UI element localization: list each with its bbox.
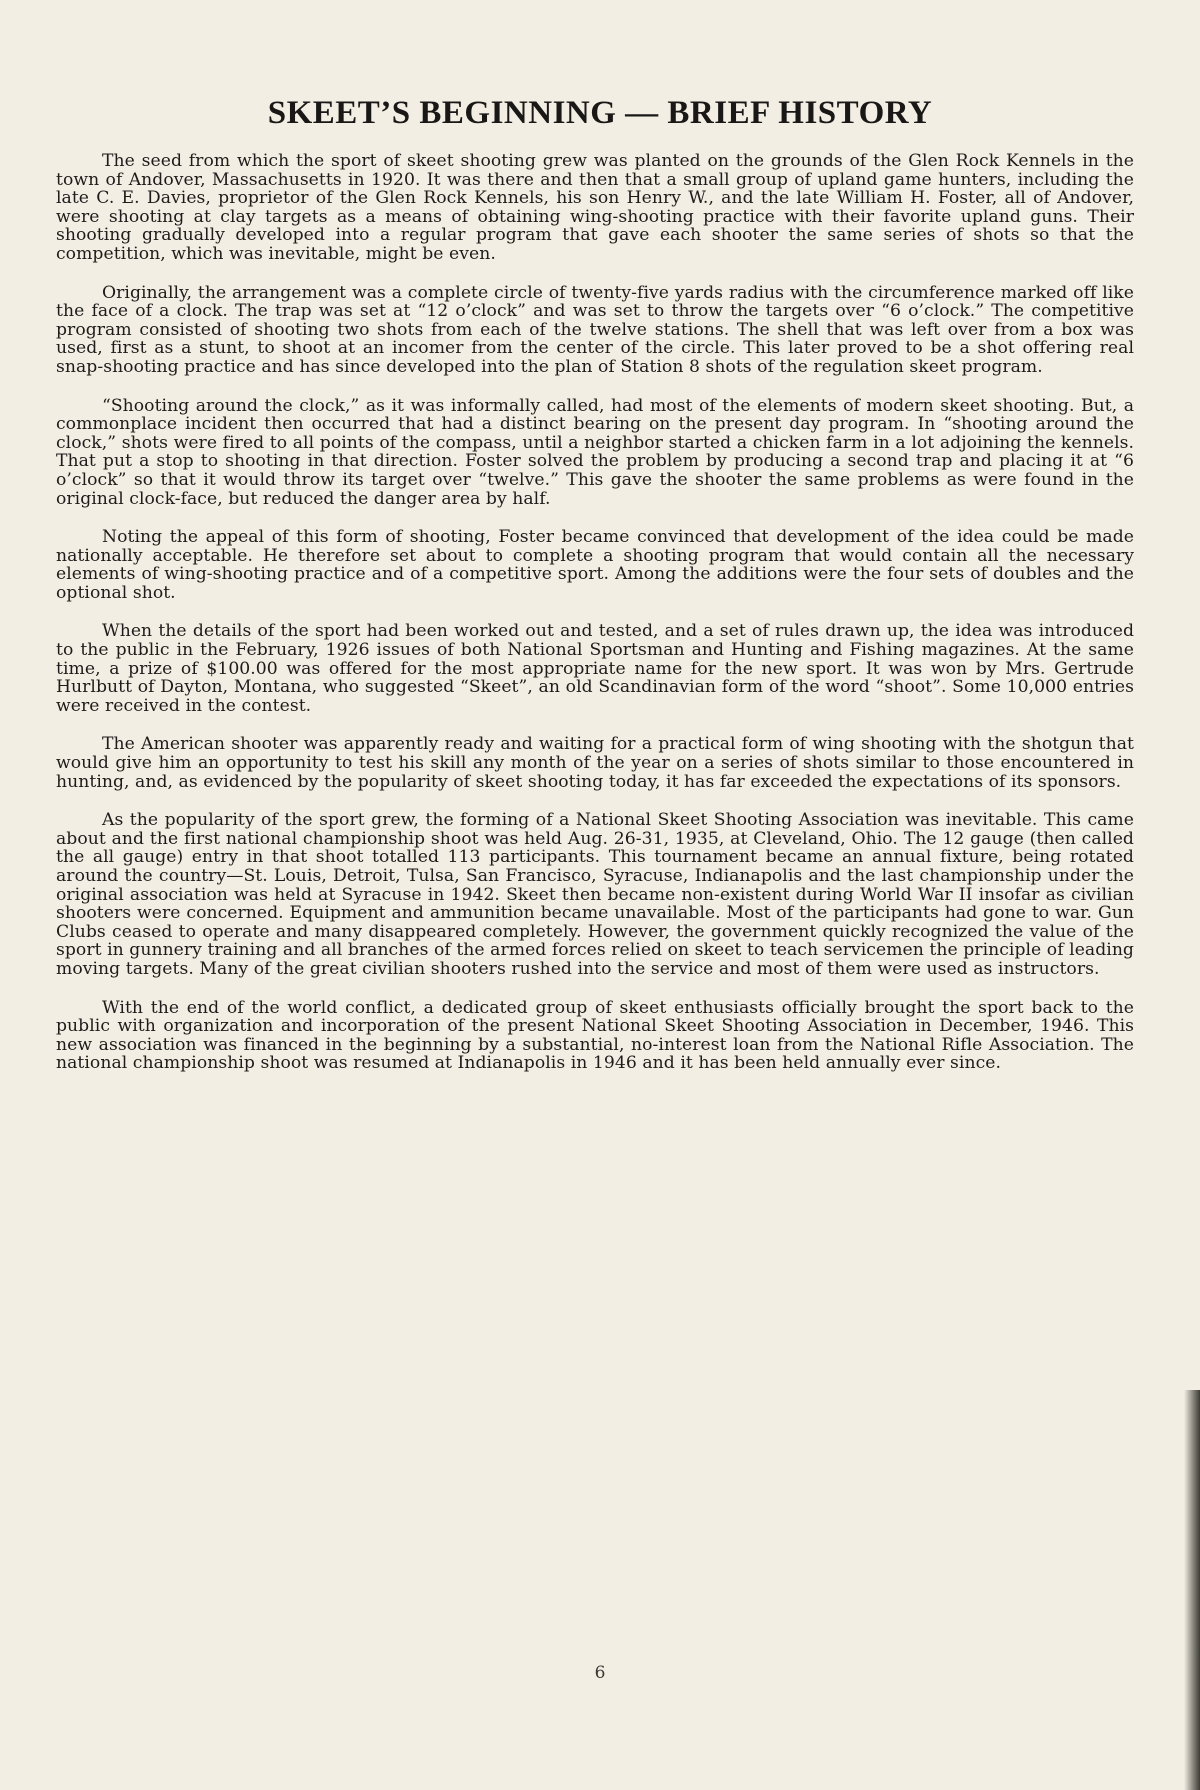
paragraph-origins: The seed from which the sport of skeet shooting grew was planted on the grounds of the Glen Rock Kennels in the town of Andover, Massachusetts in 1920. It was there and then that a small group of upland game hunters, including the late C. E. Davies, proprietor of the Glen Rock Kennels, his son Henry W., and the late William H. Foster, all of Andover, were shooting at clay targets as a means of obtaining wing-shooting practice with their favorite upland guns. Their shooting gradually developed into a regular program that gave each shooter the same series of shots so that the competition, which was inevitable, might be even. — [56, 151, 1134, 264]
page-number: 6 — [594, 1663, 606, 1683]
paragraph-post-war: With the end of the world conflict, a dedicated group of skeet enthusiasts officially brought the sport back to the public with organization and incorporation of the present National Skeet Shooting Association in December, 1946. This new association was financed in the beginning by a substantial, no-interest loan from the National Rifle Association. The national championship shoot was resumed at Indianapolis in 1946 and it has been held annually ever since. — [56, 997, 1134, 1074]
paragraph-clock-arrangement: Originally, the arrangement was a complete circle of twenty-five yards radius with the circumference marked off like the face of a clock. The trap was set at “12 o’clock” and was set to throw the targets over “6 o’clock.” The competitive program consisted of shooting two shots from each of the twelve stations. The shell that was left over from a box was used, first as a stunt, to shoot at an incomer from the center of the circle. This later proved to be a shot offering real snap-shooting practice and has since developed into the plan of Station 8 shots of the regulation skeet program. — [56, 282, 1134, 377]
paragraph-shooting-around-the-clock: “Shooting around the clock,” as it was informally called, had most of the elements of modern skeet shooting. But, a commonplace incident then occurred that had a distinct bearing on the present day program. In “shooting around the clock,” shots were fired to all points of the compass, until a neighbor started a chicken farm in a lot adjoining the kennels. That put a stop to shooting in that direction. Foster solved the problem by producing a second trap and placing it at “6 o’clock” so that it would throw its target over “twelve.” This gave the shooter the same problems as were found in the original clock-face, but reduced the danger area by half. — [56, 395, 1134, 509]
article-body — [56, 152, 1134, 1093]
book-binding-shadow — [1184, 1390, 1200, 1790]
paragraph-national-association: As the popularity of the sport grew, the forming of a National Skeet Shooting Association was inevitable. This came about and the first national championship shoot was held Aug. 26-31, 1935, at Cleveland, Ohio. The 12 gauge (then called the all gauge) entry in that shoot totalled 113 participants. This tournament became an annual fixture, being rotated around the country—St. Louis, Detroit, Tulsa, San Francisco, Syracuse, Indianapolis and the last championship under the original association was held at Syracuse in 1942. Skeet then became non-existent during World War II insofar as civilian shooters were concerned. Equipment and ammunition became unavailable. Most of the participants had gone to war. Gun Clubs ceased to operate and many disappeared completely. However, the government quickly recognized the value of the sport in gunnery training and all branches of the armed forces relied on skeet to teach servicemen the principle of leading moving targets. Many of the great civilian shooters rushed into the service and most of them were used as instructors. — [56, 810, 1134, 979]
paragraph-american-shooter: The American shooter was apparently ready and waiting for a practical form of wing shooting with the shotgun that would give him an opportunity to test his skill any month of the year on a series of shots similar to those encountered in hunting, and, as evidenced by the popularity of skeet shooting today, it has far exceeded the expectations of its sponsors. — [56, 734, 1134, 792]
paragraph-foster-program: Noting the appeal of this form of shooting, Foster became convinced that development of the idea could be made nationally acceptable. He therefore set about to complete a shooting program that would contain all the necessary elements of wing-shooting practice and of a competitive sport. Among the additions were the four sets of doubles and the optional shot. — [56, 527, 1134, 603]
page-title: SKEET’S BEGINNING — BRIEF HISTORY — [267, 95, 933, 131]
paragraph-naming-contest: When the details of the sport had been worked out and tested, and a set of rules drawn up, the idea was introduced to the public in the February, 1926 issues of both National Sportsman and Hunting and Fishing magazines. At the same time, a prize of $100.00 was offered for the most appropriate name for the new sport. It was won by Mrs. Gertrude Hurlbutt of Dayton, Montana, who suggested “Skeet”, an old Scandinavian form of the word “shoot”. Some 10,000 entries were received in the contest. — [56, 621, 1134, 716]
